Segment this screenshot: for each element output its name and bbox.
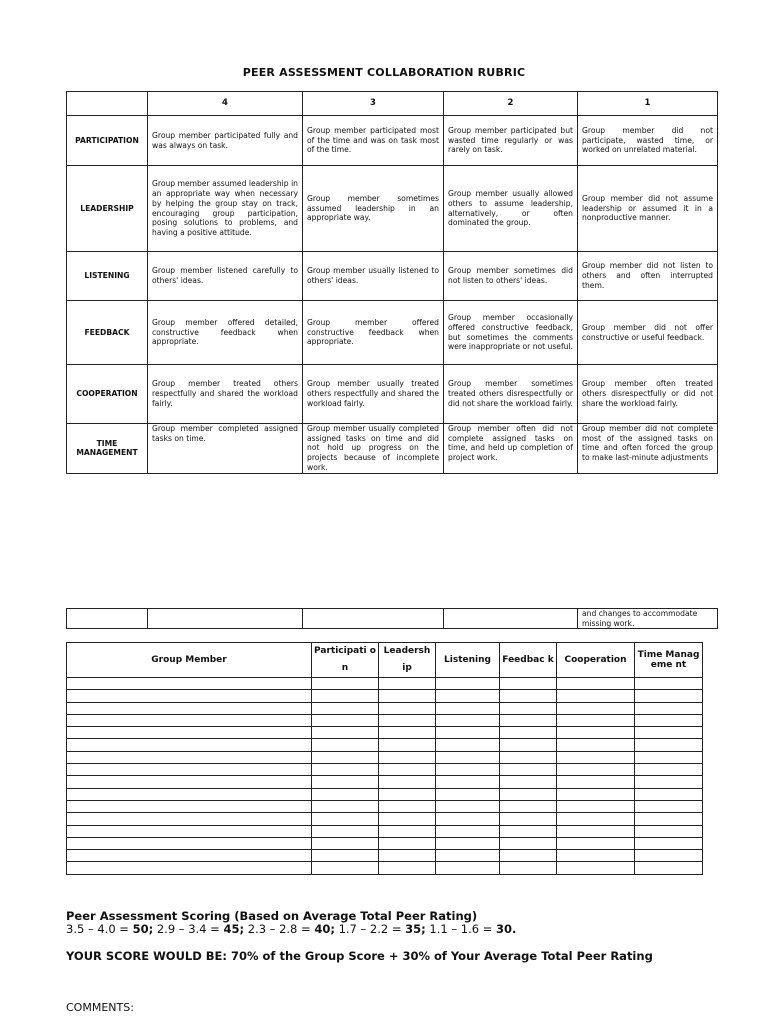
peer-table-row — [67, 702, 703, 714]
rating-cell[interactable] — [67, 850, 312, 862]
rating-cell[interactable] — [312, 727, 379, 739]
rating-cell[interactable] — [635, 850, 703, 862]
rating-cell[interactable] — [379, 825, 436, 837]
score-range-text: 1.7 – 2.2 = — [334, 922, 406, 936]
rating-cell[interactable] — [557, 690, 635, 702]
rating-cell[interactable] — [557, 727, 635, 739]
rubric-cell: Group member did not listen to others and often interrupted them. — [578, 252, 718, 301]
rating-cell[interactable] — [312, 714, 379, 726]
peer-table-row — [67, 837, 703, 849]
peer-table-row — [67, 825, 703, 837]
peer-table-row — [67, 678, 703, 690]
rating-cell[interactable] — [557, 850, 635, 862]
rating-cell[interactable] — [436, 788, 500, 800]
rubric-row-leadership — [67, 166, 718, 252]
final-score-note: YOUR SCORE WOULD BE: 70% of the Group Score + 30% of Your Average Total Peer Rating — [66, 949, 653, 963]
rubric-cell: Group member sometimes treated others disrespectfully or did not share the workload fairly. — [444, 365, 578, 424]
rating-cell[interactable] — [312, 776, 379, 788]
peer-table-row — [67, 776, 703, 788]
rating-cell[interactable] — [312, 702, 379, 714]
rating-cell[interactable] — [557, 702, 635, 714]
rating-cell[interactable] — [436, 690, 500, 702]
empty-cell — [148, 609, 303, 629]
scoring-section — [66, 910, 516, 936]
rating-cell[interactable] — [557, 813, 635, 825]
rubric-cell: Group member participated most of the time and was on task most of the time. — [303, 116, 444, 166]
criterion-label: LISTENING — [67, 252, 148, 301]
rubric-cell: Group member usually listened to others' ideas. — [303, 252, 444, 301]
rubric-continuation-cell: and changes to accommodate missing work. — [578, 609, 718, 629]
header-participation: Participati on — [312, 643, 379, 678]
rating-cell[interactable] — [312, 850, 379, 862]
rating-cell[interactable] — [500, 702, 557, 714]
rubric-cell: Group member usually allowed others to assume leadership, alternatively, or often dominated the group. — [444, 166, 578, 252]
criterion-label: FEEDBACK — [67, 301, 148, 365]
criterion-label: TIME MANAGEMENT — [67, 424, 148, 474]
rating-cell[interactable] — [312, 764, 379, 776]
rating-cell[interactable] — [557, 837, 635, 849]
header-time-management: Time Manageme nt — [635, 643, 703, 678]
rating-cell[interactable] — [67, 776, 312, 788]
empty-cell — [303, 609, 444, 629]
rating-cell[interactable] — [436, 850, 500, 862]
rating-cell[interactable] — [635, 678, 703, 690]
rating-cell[interactable] — [379, 690, 436, 702]
rating-cell[interactable] — [67, 837, 312, 849]
rubric-cell: Group member assumed leadership in an appropriate way when necessary by helping the group stay on track, encouraging group participation, posing solutions to problems, and having a positive attitude. — [148, 166, 303, 252]
rating-cell[interactable] — [379, 764, 436, 776]
rating-cell[interactable] — [436, 862, 500, 874]
rating-cell[interactable] — [67, 813, 312, 825]
rating-cell[interactable] — [635, 727, 703, 739]
page-title: PEER ASSESSMENT COLLABORATION RUBRIC — [242, 66, 526, 79]
rating-cell[interactable] — [312, 690, 379, 702]
rating-cell[interactable] — [500, 837, 557, 849]
rating-cell[interactable] — [635, 702, 703, 714]
rubric-row-listening — [67, 252, 718, 301]
rating-cell[interactable] — [635, 739, 703, 751]
peer-table-row — [67, 800, 703, 812]
rubric-cell: Group member sometimes assumed leadership in an appropriate way. — [303, 166, 444, 252]
peer-table-row — [67, 788, 703, 800]
rating-cell[interactable] — [67, 800, 312, 812]
rating-cell[interactable] — [557, 764, 635, 776]
criterion-label: COOPERATION — [67, 365, 148, 424]
rubric-continuation-row — [67, 609, 718, 629]
header-group-member: Group Member — [67, 643, 312, 678]
rating-cell[interactable] — [379, 788, 436, 800]
score-value: 45; — [223, 922, 245, 936]
rubric-header-criterion — [67, 92, 148, 116]
rubric-row-time-management — [67, 424, 718, 474]
rating-cell[interactable] — [312, 813, 379, 825]
rating-cell[interactable] — [379, 751, 436, 763]
criterion-label: PARTICIPATION — [67, 116, 148, 166]
header-feedback: Feedbac k — [500, 643, 557, 678]
rubric-cell: Group member did not assume leadership or assumed it in a nonproductive manner. — [578, 166, 718, 252]
rating-cell[interactable] — [312, 678, 379, 690]
rating-cell[interactable] — [557, 825, 635, 837]
rubric-cell: Group member participated but wasted time regularly or was rarely on task. — [444, 116, 578, 166]
rating-cell[interactable] — [635, 837, 703, 849]
rubric-cell: Group member often did not complete assigned tasks on time, and held up completion of project work. — [444, 424, 578, 474]
rating-cell[interactable] — [500, 751, 557, 763]
rating-cell[interactable] — [312, 800, 379, 812]
rating-cell[interactable] — [379, 862, 436, 874]
rating-cell[interactable] — [500, 690, 557, 702]
peer-table-header-row — [67, 643, 703, 678]
header-leadership: Leadersh ip — [379, 643, 436, 678]
rating-cell[interactable] — [379, 678, 436, 690]
rating-cell[interactable] — [500, 764, 557, 776]
rubric-row-participation — [67, 116, 718, 166]
peer-table-row — [67, 764, 703, 776]
rating-cell[interactable] — [379, 800, 436, 812]
rating-cell[interactable] — [500, 739, 557, 751]
rating-cell[interactable] — [500, 678, 557, 690]
comments-label: COMMENTS: — [66, 1001, 134, 1014]
peer-table-row — [67, 751, 703, 763]
score-value: 30. — [496, 922, 517, 936]
rating-cell[interactable] — [436, 727, 500, 739]
rating-cell[interactable] — [67, 862, 312, 874]
rating-cell[interactable] — [67, 690, 312, 702]
rating-cell[interactable] — [635, 714, 703, 726]
rubric-cell: Group member sometimes did not listen to others' ideas. — [444, 252, 578, 301]
peer-table-row — [67, 739, 703, 751]
rubric-header-score: 1 — [578, 92, 718, 116]
rubric-cell: Group member usually treated others respectfully and shared the workload fairly. — [303, 365, 444, 424]
rating-cell[interactable] — [635, 751, 703, 763]
rating-cell[interactable] — [436, 714, 500, 726]
rubric-header-score: 3 — [303, 92, 444, 116]
rating-cell[interactable] — [312, 862, 379, 874]
rating-cell[interactable] — [379, 850, 436, 862]
rating-cell[interactable] — [436, 776, 500, 788]
rating-cell[interactable] — [67, 739, 312, 751]
peer-table-row — [67, 813, 703, 825]
score-value: 50; — [132, 922, 154, 936]
score-range-text: 3.5 – 4.0 = — [66, 922, 133, 936]
rating-cell[interactable] — [379, 727, 436, 739]
score-range-text: 2.9 – 3.4 = — [153, 922, 224, 936]
score-range-text: 1.1 – 1.6 = — [425, 922, 497, 936]
rubric-cell: Group member offered constructive feedback when appropriate. — [303, 301, 444, 365]
rating-cell[interactable] — [500, 788, 557, 800]
rating-cell[interactable] — [635, 690, 703, 702]
rubric-header-score: 2 — [444, 92, 578, 116]
rating-cell[interactable] — [312, 788, 379, 800]
rubric-cell: Group member participated fully and was always on task. — [148, 116, 303, 166]
rating-cell[interactable] — [635, 825, 703, 837]
rating-cell[interactable] — [67, 678, 312, 690]
rating-cell[interactable] — [500, 850, 557, 862]
rating-cell[interactable] — [557, 800, 635, 812]
rating-cell[interactable] — [436, 678, 500, 690]
rating-cell[interactable] — [67, 714, 312, 726]
rating-cell[interactable] — [557, 678, 635, 690]
rubric-cell: Group member offered detailed, constructive feedback when appropriate. — [148, 301, 303, 365]
rating-cell[interactable] — [557, 862, 635, 874]
rating-cell[interactable] — [436, 764, 500, 776]
empty-cell — [444, 609, 578, 629]
rating-cell[interactable] — [635, 862, 703, 874]
rating-cell[interactable] — [436, 813, 500, 825]
score-range-text: 2.3 – 2.8 = — [244, 922, 315, 936]
rubric-table — [66, 91, 718, 474]
rubric-cell: Group member completed assigned tasks on time. — [148, 424, 303, 474]
rating-cell[interactable] — [67, 702, 312, 714]
rubric-row-feedback — [67, 301, 718, 365]
scoring-heading: Peer Assessment Scoring (Based on Average Total Peer Rating) — [66, 909, 478, 923]
rating-cell[interactable] — [436, 825, 500, 837]
rubric-cell: Group member did not offer constructive or useful feedback. — [578, 301, 718, 365]
rubric-header-row — [67, 92, 718, 116]
rating-cell[interactable] — [500, 776, 557, 788]
rating-cell[interactable] — [67, 788, 312, 800]
header-cooperation: Cooperation — [557, 643, 635, 678]
peer-table-row — [67, 714, 703, 726]
peer-table-row — [67, 850, 703, 862]
rubric-continuation-table — [66, 608, 718, 629]
rating-cell[interactable] — [312, 739, 379, 751]
rating-cell[interactable] — [379, 714, 436, 726]
rating-cell[interactable] — [500, 862, 557, 874]
rating-cell[interactable] — [436, 751, 500, 763]
rubric-header-score: 4 — [148, 92, 303, 116]
rating-cell[interactable] — [635, 813, 703, 825]
rating-cell[interactable] — [635, 764, 703, 776]
rating-cell[interactable] — [557, 788, 635, 800]
peer-table-row — [67, 727, 703, 739]
rating-cell[interactable] — [436, 739, 500, 751]
rating-cell[interactable] — [500, 825, 557, 837]
rubric-cell: Group member treated others respectfully and shared the workload fairly. — [148, 365, 303, 424]
rubric-cell: Group member did not complete most of the assigned tasks on time and often forced the group to make last-minute adjustments — [578, 424, 718, 474]
rubric-cell: Group member did not participate, wasted time, or worked on unrelated material. — [578, 116, 718, 166]
rating-cell[interactable] — [312, 837, 379, 849]
rating-cell[interactable] — [557, 776, 635, 788]
peer-rating-table — [66, 642, 703, 875]
rating-cell[interactable] — [379, 739, 436, 751]
rubric-cell: Group member often treated others disrespectfully or did not share the workload fairly. — [578, 365, 718, 424]
criterion-label: LEADERSHIP — [67, 166, 148, 252]
rating-cell[interactable] — [557, 714, 635, 726]
rating-cell[interactable] — [379, 813, 436, 825]
rating-cell[interactable] — [436, 800, 500, 812]
rating-cell[interactable] — [500, 714, 557, 726]
rating-cell[interactable] — [312, 751, 379, 763]
rating-cell[interactable] — [67, 764, 312, 776]
rating-cell[interactable] — [379, 837, 436, 849]
rating-cell[interactable] — [635, 800, 703, 812]
rating-cell[interactable] — [379, 702, 436, 714]
rating-cell[interactable] — [436, 702, 500, 714]
rating-cell[interactable] — [557, 739, 635, 751]
empty-cell — [67, 609, 148, 629]
rating-cell[interactable] — [500, 800, 557, 812]
rubric-cell: Group member listened carefully to others' ideas. — [148, 252, 303, 301]
rating-cell[interactable] — [379, 776, 436, 788]
peer-table-row — [67, 862, 703, 874]
rating-cell[interactable] — [635, 776, 703, 788]
rating-cell[interactable] — [557, 751, 635, 763]
rating-cell[interactable] — [500, 813, 557, 825]
rating-cell[interactable] — [312, 825, 379, 837]
score-value: 40; — [314, 922, 335, 936]
rubric-cell: Group member usually completed assigned tasks on time and did not hold up progress on the projects because of incomplete work. — [303, 424, 444, 474]
rating-cell[interactable] — [635, 788, 703, 800]
scoring-ranges — [66, 923, 516, 936]
rubric-row-cooperation — [67, 365, 718, 424]
rating-cell[interactable] — [67, 727, 312, 739]
rating-cell[interactable] — [67, 751, 312, 763]
rubric-cell: Group member occasionally offered constructive feedback, but sometimes the comments were inappropriate or not useful. — [444, 301, 578, 365]
header-listening: Listening — [436, 643, 500, 678]
rating-cell[interactable] — [67, 825, 312, 837]
peer-table-row — [67, 690, 703, 702]
score-value: 35; — [405, 922, 426, 936]
rating-cell[interactable] — [436, 837, 500, 849]
rating-cell[interactable] — [500, 727, 557, 739]
